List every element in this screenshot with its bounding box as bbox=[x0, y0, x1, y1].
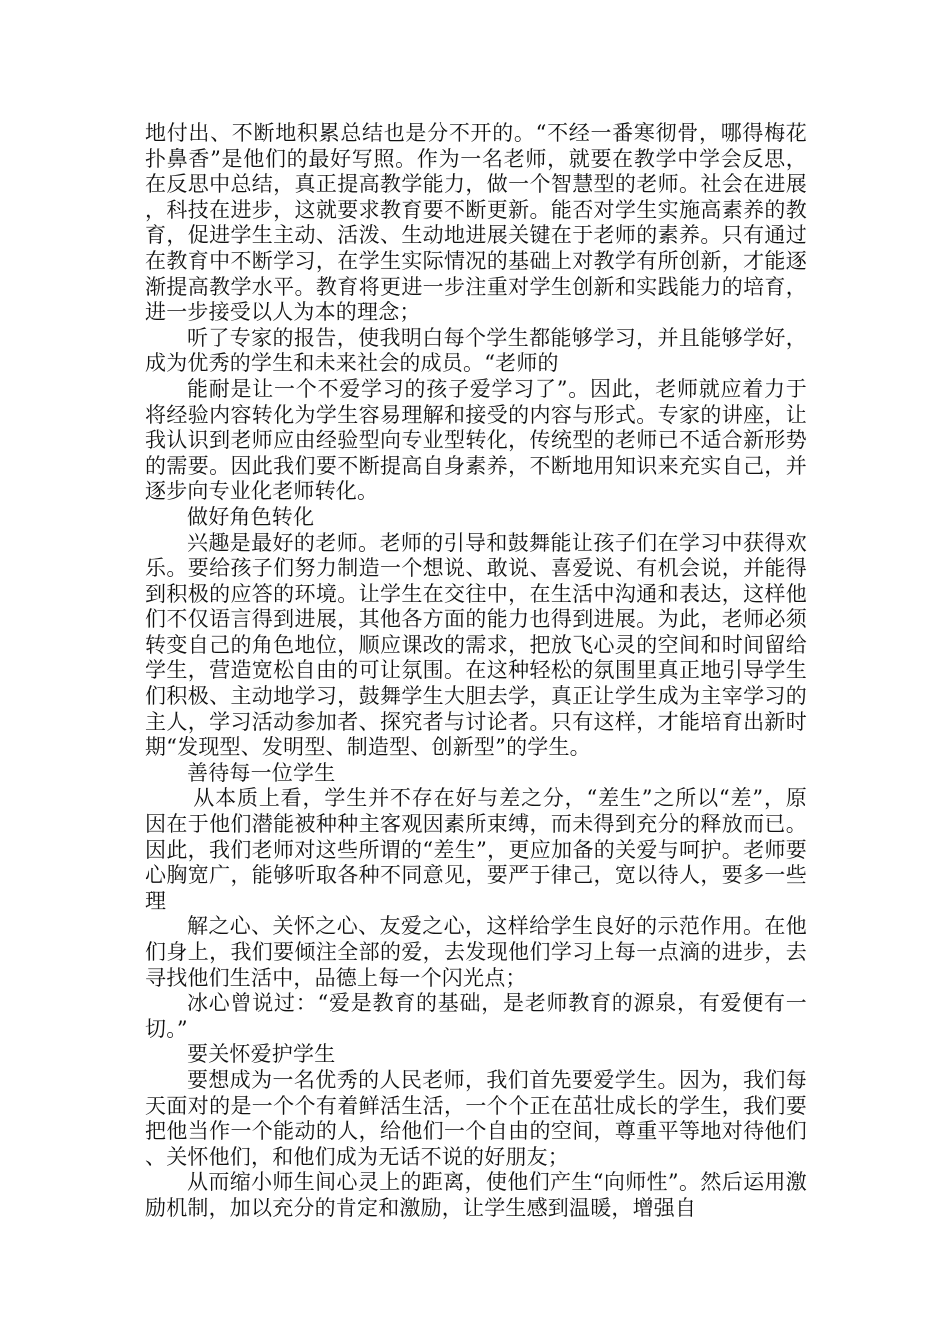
paragraph-6: 解之心、关怀之心、友爱之心，这样给学生良好的示范作用。在他们身上，我们要倾注全部的爱，去发现他们学习上每一点滴的进步，去寻找他们生活中，品德上每一个闪光点； bbox=[145, 914, 807, 990]
paragraph-2: 听了专家的报告，使我明白每个学生都能够学习，并且能够学好，成为优秀的学生和未来社会的成员。“老师的 bbox=[145, 325, 807, 376]
document-body bbox=[145, 121, 807, 1222]
paragraph-7: 冰心曾说过：“爱是教育的基础，是老师教育的源泉，有爱便有一切。” bbox=[145, 991, 807, 1041]
section-heading-role-change: 做好角色转化 bbox=[187, 504, 315, 529]
paragraph-3: 能耐是让一个不爱学习的孩子爱学习了”。因此，老师就应着力于将经验内容转化为学生容易理解和接受的内容与形式。专家的讲座，让我认识到老师应由经验型向专业型转化，传统型的老师已不适合新形势的需要。因此我们要不断提高自身素养，不断地用知识来充实自己，并逐步向专业化老师转化。 bbox=[145, 376, 807, 504]
section-heading-care-students: 要关怀爱护学生 bbox=[187, 1042, 336, 1067]
paragraph-1: 地付出、不断地积累总结也是分不开的。“不经一番寒彻骨，哪得梅花扑鼻香”是他们的最好写照。作为一名老师，就要在教学中学会反思，在反思中总结，真正提高教学能力，做一个智慧型的老师。社会在进展，科技在进步，这就要求教育要不断更新。能否对学生实施高素养的教育，促进学生主动、活泼、生动地进展关键在于老师的素养。只有通过在教育中不断学习，在学生实际情况的基础上对教学有所创新，才能逐渐提高教学水平。教育将更进一步注重对学生创新和实践能力的培育，进一步接受以人为本的理念； bbox=[145, 121, 807, 325]
paragraph-8: 要想成为一名优秀的人民老师，我们首先要爱学生。因为，我们每天面对的是一个个有着鲜活生活，一个个正在茁壮成长的学生，我们要把他当作一个能动的人，给他们一个自由的空间，尊重平等地对待他们、关怀他们，和他们成为无话不说的好朋友； bbox=[145, 1067, 807, 1169]
paragraph-9: 从而缩小师生间心灵上的距离，使他们产生“向师性”。然后运用激励机制，加以充分的肯定和激励，让学生感到温暖，增强自 bbox=[145, 1170, 807, 1220]
paragraph-4: 兴趣是最好的老师。老师的引导和鼓舞能让孩子们在学习中获得欢乐。要给孩子们努力制造一个想说、敢说、喜爱说、有机会说，并能得到积极的应答的环境。让学生在交往中，在生活中沟通和表达，这样他们不仅语言得到进展，其他各方面的能力也得到进展。为此，老师必须转变自己的角色地位，顺应课改的需求，把放飞心灵的空间和时间留给学生，营造宽松自由的可让氛围。在这种轻松的氛围里真正地引导学生们积极、主动地学习，鼓舞学生大胆去学，真正让学生成为主宰学习的主人，学习活动参加者、探究者与讨论者。只有这样，才能培育出新时期“发现型、发明型、制造型、创新型”的学生。 bbox=[145, 530, 807, 760]
paragraph-5: 从本质上看，学生并不存在好与差之分，“差生”之所以“差”，原因在于他们潜能被种种主客观因素所束缚，而未得到充分的释放而已。因此，我们老师对这些所谓的“差生”，更应加备的关爱与呵护。老师要心胸宽广，能够听取各种不同意见，要严于律己，宽以待人，要多一些理 bbox=[145, 786, 807, 913]
section-heading-treat-students: 善待每一位学生 bbox=[187, 760, 336, 785]
